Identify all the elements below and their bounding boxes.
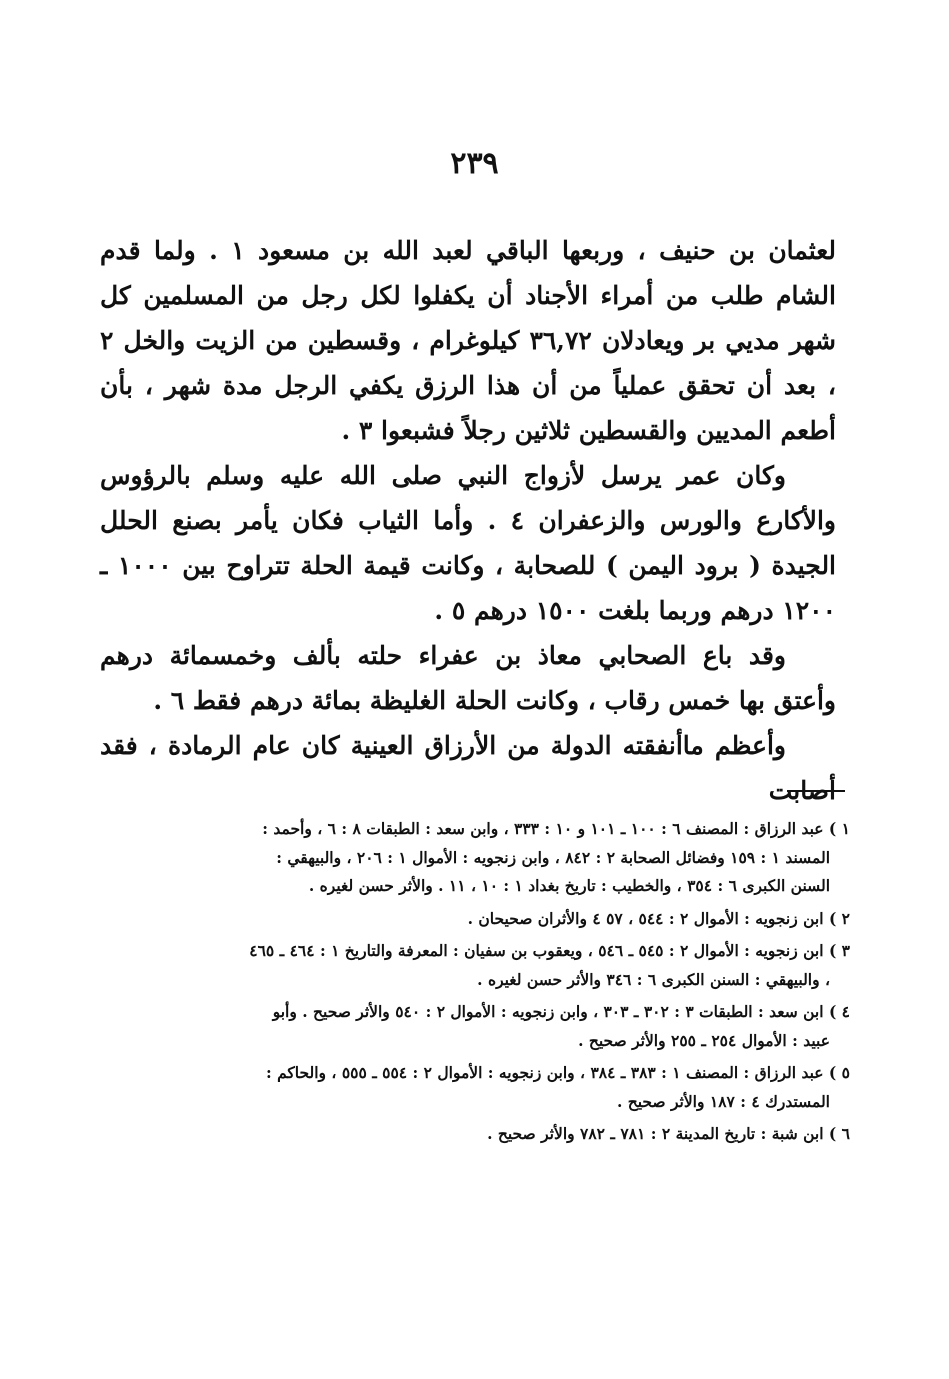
footnote-separator: [787, 790, 845, 792]
paragraph: وكان عمر يرسل لأزواج النبي صلى الله عليه وسلم بالرؤوس والأكارع والورس والزعفران ٤ . وأما الثياب فكان يأمر بصنع الحلل الجيدة ( برود اليمن ) للصحابة ، وكانت قيمة الحلة تتراوح بين ١٠٠٠ ـ ١٢٠٠ درهم وربما بلغت ١٥٠٠ درهم ٥ .: [100, 461, 837, 625]
footnote-line: ٣ ) ابن زنجويه : الأموال ٢ : ٥٤٥ ـ ٥٤٦ ، ويعقوب بن سفيان : المعرفة والتاريخ ١ : ٤٦٤ ـ ٤٦٥: [249, 941, 850, 960]
footnote-4: [145, 998, 850, 1055]
footnote-line: ٥ ) عبد الرزاق : المصنف ١ : ٣٨٣ ـ ٣٨٤ ، وابن زنجويه : الأموال ٢ : ٥٥٤ ـ ٥٥٥ ، والحاكم :: [265, 1063, 850, 1082]
footnote-line: السنن الكبرى ٦ : ٣٥٤ ، والخطيب : تاريخ بغداد ١ : ١٠ ، ١١ . والأثر حسن لغيره .: [308, 876, 830, 895]
footnote-6: [145, 1120, 850, 1149]
footnote-line: ٦ ) ابن شبة : تاريخ المدينة ٢ : ٧٨١ ـ ٧٨٢ والأثر صحيح .: [487, 1124, 850, 1143]
paragraph: لعثمان بن حنيف ، وربعها الباقي لعبد الله بن مسعود ١ . ولما قدم الشام طلب من أمراء الأجناد أن يكفلوا لكل رجل من المسلمين كل شهر مديي بر ويعادلان ٣٦,٧٢ كيلوغرام ، وقسطين من الزيت والخل ٢ ، بعد أن تحقق عملياً من أن هذا الرزق يكفي الرجل مدة شهر ، بأن أطعم المديين والقسطين ثلاثين رجلاً فشبعوا ٣ .: [100, 236, 836, 445]
footnote-line: المستدرك ٤ : ١٨٧ والأثر صحيح .: [616, 1091, 830, 1111]
footnote-1: [145, 815, 850, 901]
footnote-line: ٤ ) ابن سعد : الطبقات ٣ : ٣٠٢ ـ ٣٠٣ ، وابن زنجويه : الأموال ٢ : ٥٤٠ والأثر صحيح . وأبو: [272, 1002, 850, 1021]
footnotes: [145, 815, 850, 1153]
footnote-5: [145, 1059, 850, 1116]
paragraph: وأعظم ماأنفقته الدولة من الأرزاق العينية كان عام الرمادة ، فقد أصابت: [100, 731, 836, 805]
footnote-line: عبيد : الأموال ٢٥٤ ـ ٢٥٥ والأثر صحيح .: [578, 1030, 830, 1050]
page-number: ٢٣٩: [450, 146, 499, 181]
footnote-line: ، والبيهقي : السنن الكبرى ٦ : ٣٤٦ والأثر حسن لغيره .: [477, 969, 830, 989]
main-text: [100, 228, 836, 813]
footnote-line: ١ ) عبد الرزاق : المصنف ٦ : ١٠٠ ـ ١٠١ و ١٠ : ٣٣٣ ، وابن سعد : الطبقات ٨ : ٦ ، وأحمد :: [262, 819, 850, 838]
footnote-2: [145, 905, 850, 934]
footnote-3: [145, 937, 850, 994]
footnote-line: ٢ ) ابن زنجويه : الأموال ٢ : ٥٤٤ ، ٥٧ ٤ والأثران صحيحان .: [467, 908, 850, 928]
paragraph: وقد باع الصحابي معاذ بن عفراء حلته بألف وخمسمائة درهم وأعتق بها خمس رقاب ، وكانت الحلة الغليظة بمائة درهم فقط ٦ .: [100, 641, 836, 715]
footnote-line: المسند ١ : ١٥٩ وفضائل الصحابة ٢ : ٨٤٢ ، وابن زنجويه : الأموال ١ : ٢٠٦ ، والبيهقي :: [276, 847, 830, 867]
